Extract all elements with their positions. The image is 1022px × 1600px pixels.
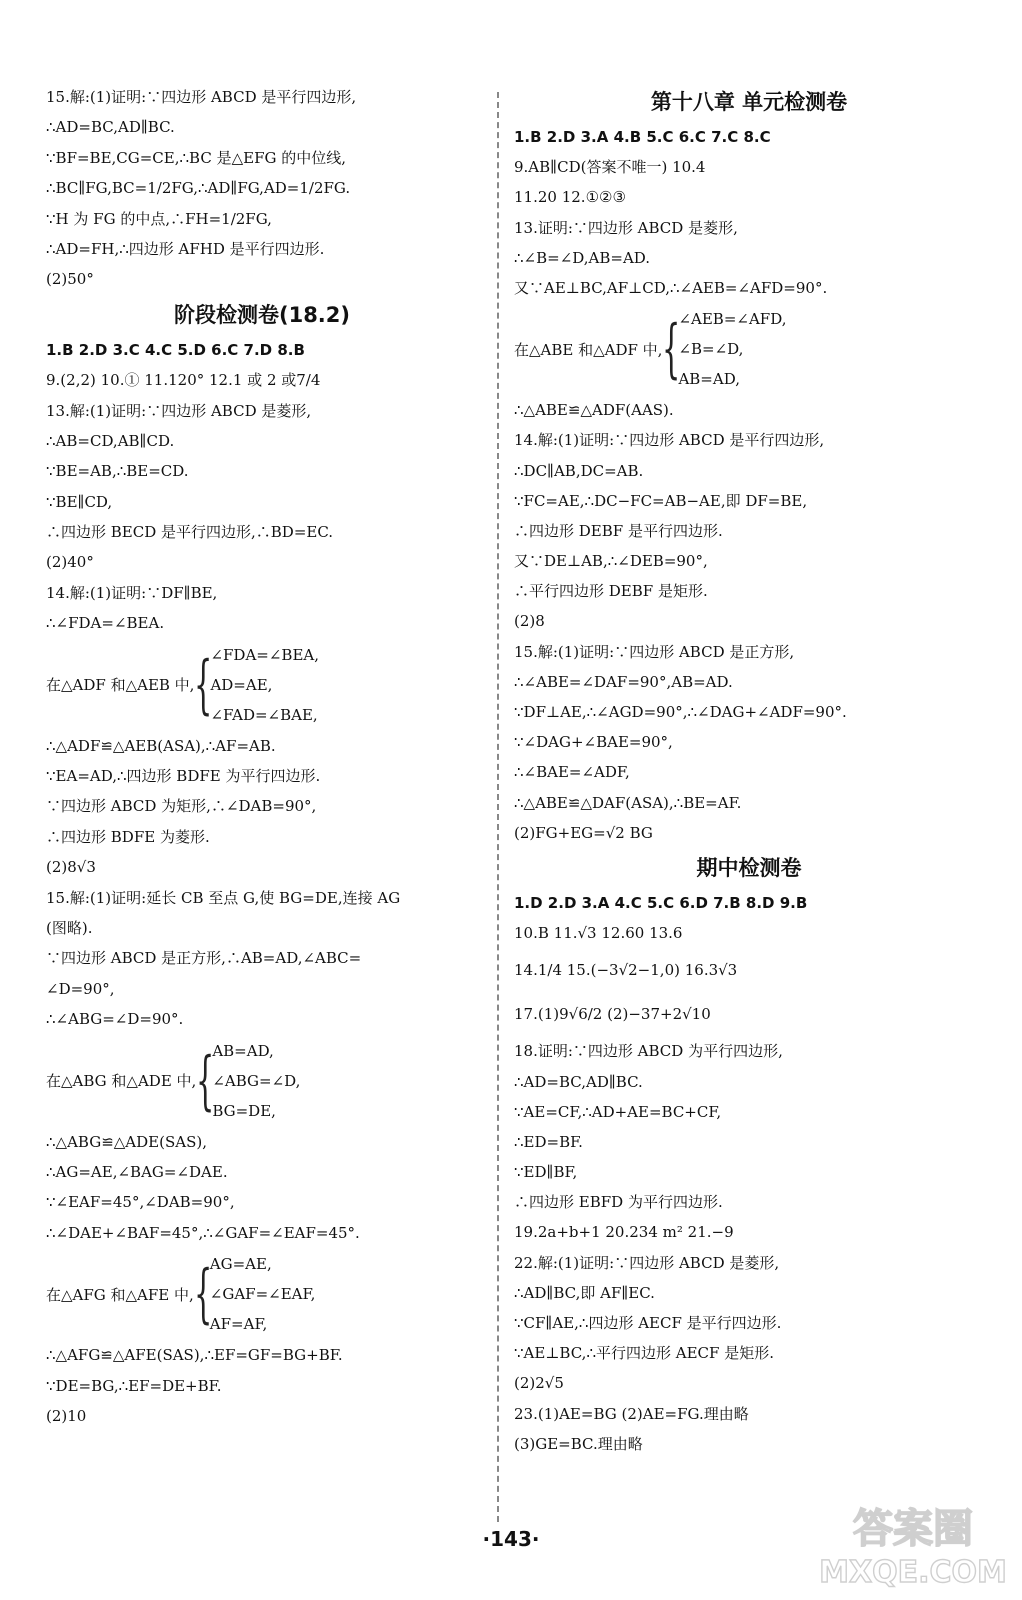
system-row: ∠FAD=∠BAE,	[210, 705, 318, 724]
system-lead-text: 在△ABG 和△ADE 中,	[46, 1072, 197, 1091]
system-row: AG=AE,	[209, 1255, 272, 1274]
system-lead-text: 在△AFG 和△AFE 中,	[46, 1285, 194, 1304]
answer-line: (2)FG+EG=√2 BG	[514, 823, 653, 842]
answer-line: 17.(1)9√6/2 (2)−37+2√10	[514, 1005, 711, 1024]
answer-line: ∴四边形 DEBF 是平行四边形.	[514, 521, 723, 540]
section-heading: 第十八章 单元检测卷	[650, 90, 848, 114]
answer-line: 11.20 12.①②③	[514, 188, 626, 207]
answer-line: ∴△ABE≌△ADF(AAS).	[514, 401, 674, 420]
watermark-bottom: MXQE.COM	[819, 1555, 1007, 1590]
answer-line: ∵CF∥AE,∴四边形 AECF 是平行四边形.	[514, 1314, 782, 1332]
system-row: AB=AD,	[678, 370, 740, 389]
answer-line: (2)2√5	[514, 1374, 564, 1393]
answer-line: 22.解:(1)证明:∵四边形 ABCD 是菱形,	[514, 1253, 780, 1272]
answer-line: ∵∠DAG+∠BAE=90°,	[514, 733, 673, 752]
right-column	[514, 82, 984, 1459]
choice-answers-line: 1.B 2.D 3.C 4.C 5.D 6.C 7.D 8.B	[46, 340, 305, 359]
answer-line: ∠D=90°,	[46, 979, 115, 998]
system-rows	[678, 304, 786, 394]
answer-line: 14.解:(1)证明:∵DF∥BE,	[46, 583, 218, 602]
system-rows	[210, 1249, 316, 1339]
column-divider	[497, 92, 499, 1522]
answer-line: 又∵DE⊥AB,∴∠DEB=90°,	[514, 552, 708, 571]
answer-line: ∵AE=CF,∴AD+AE=BC+CF,	[514, 1102, 722, 1121]
answer-line: ∴△ABG≌△ADE(SAS),	[46, 1132, 207, 1151]
system-row: AF=AF,	[209, 1315, 268, 1334]
equation-system	[514, 303, 984, 395]
choice-answers-line: 1.D 2.D 3.A 4.C 5.C 6.D 7.B 8.D 9.B	[514, 893, 808, 912]
system-row: ∠FDA=∠BEA,	[210, 645, 319, 664]
answer-line: 23.(1)AE=BG (2)AE=FG.理由略	[514, 1404, 749, 1423]
answer-line: ∴AD=BC,AD∥BC.	[514, 1072, 643, 1091]
answer-line: ∴△ADF≌△AEB(ASA),∴AF=AB.	[46, 736, 276, 755]
equation-system	[46, 639, 478, 731]
system-lead-text: 在△ADF 和△AEB 中,	[46, 676, 195, 695]
answer-line: ∵四边形 ABCD 是正方形,∴AB=AD,∠ABC=	[46, 949, 362, 968]
answer-line: ∵∠EAF=45°,∠DAB=90°,	[46, 1193, 235, 1212]
answer-line: (图略).	[46, 918, 93, 937]
watermark-top: 答案圈	[853, 1506, 973, 1552]
answer-line: (2)8√3	[46, 858, 96, 877]
answer-line: ∴AG=AE,∠BAG=∠DAE.	[46, 1162, 228, 1181]
system-row: AD=AE,	[210, 675, 273, 694]
answer-line: 14.解:(1)证明:∵四边形 ABCD 是平行四边形,	[514, 431, 825, 450]
answer-line: ∵BE=AB,∴BE=CD.	[46, 462, 189, 481]
answer-line: ∴四边形 BECD 是平行四边形,∴BD=EC.	[46, 523, 334, 542]
answer-line: 9.(2,2) 10.① 11.120° 12.1 或 2 或7/4	[46, 371, 321, 390]
left-brace-icon: {	[194, 647, 213, 722]
equation-system	[46, 1248, 478, 1340]
answer-line: (3)GE=BC.理由略	[514, 1434, 643, 1453]
section-heading: 阶段检测卷(18.2)	[173, 302, 350, 327]
answer-line: (2)50°	[46, 270, 94, 289]
answer-line: ∴ED=BF.	[514, 1132, 583, 1151]
answer-line: ∵四边形 ABCD 为矩形,∴∠DAB=90°,	[46, 797, 317, 816]
answer-line: ∵AE⊥BC,∴平行四边形 AECF 是矩形.	[514, 1344, 774, 1363]
left-brace-icon: {	[196, 1043, 215, 1118]
answer-line: ∴四边形 EBFD 为平行四边形.	[514, 1193, 723, 1212]
answer-line: 又∵AE⊥BC,AF⊥CD,∴∠AEB=∠AFD=90°.	[514, 278, 828, 297]
answer-line: (2)8	[514, 612, 545, 631]
system-row: ∠ABG=∠D,	[212, 1071, 301, 1090]
system-row: ∠B=∠D,	[678, 340, 744, 359]
answer-line: ∵FC=AE,∴DC−FC=AB−AE,即 DF=BE,	[514, 491, 808, 510]
answer-line: ∴BC∥FG,BC=1/2FG,∴AD∥FG,AD=1/2FG.	[46, 179, 351, 198]
answer-line: ∴四边形 BDFE 为菱形.	[46, 827, 210, 846]
system-row: BG=DE,	[212, 1101, 276, 1120]
answer-line: ∴∠DAE+∠BAF=45°,∴∠GAF=∠EAF=45°.	[46, 1223, 360, 1242]
answer-line: (2)10	[46, 1406, 87, 1425]
answer-line: ∵DE=BG,∴EF=DE+BF.	[46, 1376, 222, 1395]
answer-line: ∴AB=CD,AB∥CD.	[46, 431, 175, 450]
system-row: ∠GAF=∠EAF,	[209, 1285, 316, 1304]
watermark-logo	[818, 1498, 1008, 1590]
answer-line: ∴△AFG≌△AFE(SAS),∴EF=GF=BG+BF.	[46, 1346, 343, 1365]
answer-line: ∴△ABE≌△DAF(ASA),∴BE=AF.	[514, 793, 742, 812]
answer-line: 15.解:(1)证明:∵四边形 ABCD 是平行四边形,	[46, 88, 357, 106]
answer-line: 15.解:(1)证明:∵四边形 ABCD 是正方形,	[514, 642, 795, 661]
answer-line: ∴AD=FH,∴四边形 AFHD 是平行四边形.	[46, 239, 325, 258]
left-brace-icon: {	[662, 312, 681, 387]
answer-line: 13.解:(1)证明:∵四边形 ABCD 是菱形,	[46, 401, 312, 420]
answer-line: 19.2a+b+1 20.234 m² 21.−9	[514, 1223, 734, 1242]
answer-line: ∴∠ABG=∠D=90°.	[46, 1010, 184, 1029]
answer-line: ∵ED∥BF,	[514, 1163, 578, 1182]
answer-line: ∴∠ABE=∠DAF=90°,AB=AD.	[514, 672, 733, 691]
answer-line: ∴AD=BC,AD∥BC.	[46, 118, 175, 137]
answer-line: 15.解:(1)证明:延长 CB 至点 G,使 BG=DE,连接 AG	[46, 888, 401, 907]
answer-line: ∴∠B=∠D,AB=AD.	[514, 248, 651, 267]
answer-line: ∵H 为 FG 的中点,∴FH=1/2FG,	[46, 209, 272, 228]
choice-answers-line: 1.B 2.D 3.A 4.B 5.C 6.C 7.C 8.C	[514, 128, 771, 146]
page-number: ·143·	[482, 1527, 540, 1551]
answer-line: ∴DC∥AB,DC=AB.	[514, 461, 644, 480]
answer-line: ∵BE∥CD,	[46, 492, 113, 511]
system-rows	[212, 1036, 300, 1126]
system-row: ∠AEB=∠AFD,	[678, 310, 787, 329]
answer-line: (2)40°	[46, 553, 94, 572]
answer-line: ∵DF⊥AE,∴∠AGD=90°,∴∠DAG+∠ADF=90°.	[514, 703, 847, 721]
left-column	[46, 82, 478, 1431]
system-lead-text: 在△ABE 和△ADF 中,	[514, 340, 663, 359]
system-rows	[210, 640, 319, 730]
answer-line: 14.1/4 15.(−3√2−1,0) 16.3√3	[514, 961, 738, 980]
answer-line: ∴∠BAE=∠ADF,	[514, 763, 630, 782]
answer-line: 10.B 11.√3 12.60 13.6	[514, 924, 683, 943]
answer-line: ∴AD∥BC,即 AF∥EC.	[514, 1283, 655, 1302]
answer-line: ∵EA=AD,∴四边形 BDFE 为平行四边形.	[46, 767, 321, 786]
equation-system	[46, 1035, 478, 1127]
answer-line: 13.证明:∵四边形 ABCD 是菱形,	[514, 218, 738, 237]
answer-line: 18.证明:∵四边形 ABCD 为平行四边形,	[514, 1042, 783, 1061]
answer-line: ∴平行四边形 DEBF 是矩形.	[514, 582, 708, 601]
answer-line: 9.AB∥CD(答案不唯一) 10.4	[514, 158, 706, 177]
left-brace-icon: {	[193, 1257, 213, 1332]
answer-line: ∴∠FDA=∠BEA.	[46, 614, 165, 633]
section-heading: 期中检测卷	[696, 855, 802, 880]
system-row: AB=AD,	[212, 1041, 274, 1060]
answer-line: ∵BF=BE,CG=CE,∴BC 是△EFG 的中位线,	[46, 148, 347, 167]
